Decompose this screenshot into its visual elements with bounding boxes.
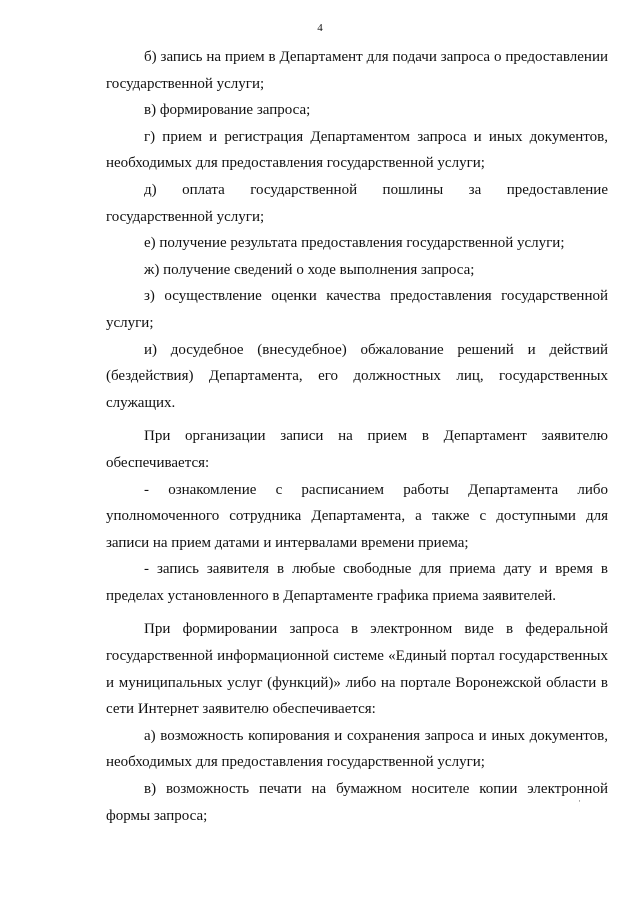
paragraph-item-d: д) оплата государственной пошлины за предоставление государственной услуги;: [106, 181, 608, 225]
paragraph-appointment-booking: - запись заявителя в любые свободные для приема дату и время в пределах установленного в Департаменте графика приема заявителей.: [106, 561, 608, 604]
scan-speck: ·: [578, 796, 581, 806]
paragraph-electronic-request-intro: При формировании запроса в электронном виде в федеральной государственной информационной системе «Единый портал государственных и муниципальных услуг (функций)» либо на портале Воронежской области в сети Интернет заявителю обеспечивается:: [106, 621, 608, 718]
paragraph-print-copy: в) возможность печати на бумажном носителе копии электронной формы запроса;: [106, 781, 608, 824]
paragraph-item-b: б) запись на прием в Департамент для подачи запроса о предоставлении государственной услуги;: [106, 49, 608, 92]
paragraph-appointment-intro: При организации записи на прием в Департамент заявителю обеспечивается:: [106, 428, 608, 471]
paragraph-item-zh: ж) получение сведений о ходе выполнения запроса;: [144, 261, 475, 278]
page-number: 4: [317, 22, 323, 34]
paragraph-appointment-schedule: - ознакомление с расписанием работы Департамента либо уполномоченного сотрудника Департамента, а также с доступными для записи на прием датами и интервалами времени приема;: [106, 481, 608, 551]
paragraph-copy-save: а) возможность копирования и сохранения запроса и иных документов, необходимых для предоставления государственной услуги;: [106, 727, 608, 771]
paragraph-item-i: и) досудебное (внесудебное) обжалование решений и действий (бездействия) Департамента, его должностных лиц, государственных служащих.: [106, 341, 608, 411]
paragraph-item-v: в) формирование запроса;: [144, 102, 311, 119]
paragraph-item-z: з) осуществление оценки качества предоставления государственной услуги;: [106, 288, 608, 331]
paragraph-item-g: г) прием и регистрация Департаментом запроса и иных документов, необходимых для предоставления государственной услуги;: [106, 128, 608, 172]
document-body: [106, 44, 608, 829]
paragraph-item-e: е) получение результата предоставления государственной услуги;: [144, 235, 565, 252]
